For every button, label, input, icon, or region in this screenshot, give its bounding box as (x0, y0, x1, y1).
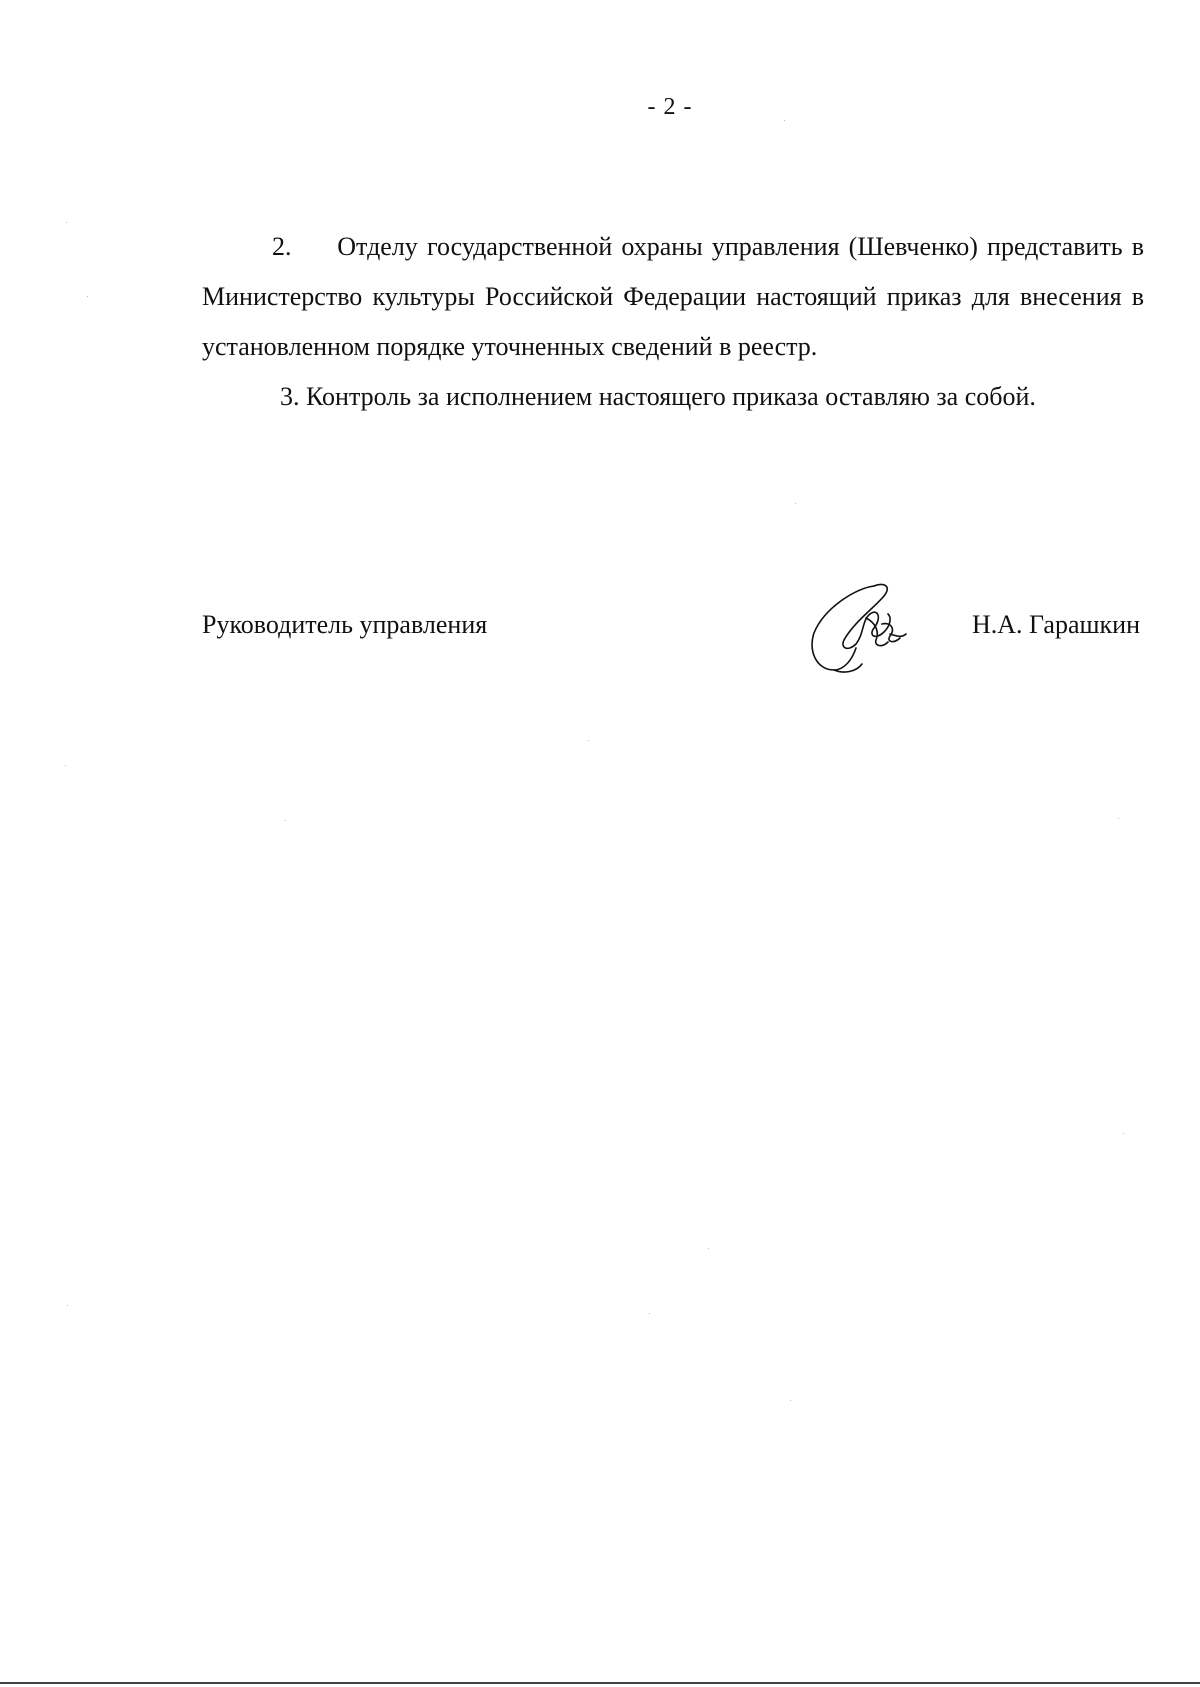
signature-block (202, 598, 1140, 678)
document-body (202, 222, 1144, 422)
signatory-name: Н.А. Гарашкин (972, 610, 1140, 639)
handwritten-signature (804, 578, 914, 683)
page-number: - 2 - (647, 94, 693, 120)
paragraph-3: 3. Контроль за исполнением настоящего приказа оставляю за собой. (280, 382, 1036, 411)
signatory-position: Руководитель управления (202, 610, 488, 639)
paragraph-2: 2. Отделу государственной охраны управления (Шевченко) представить в Министерство культуры Российской Федерации настоящий приказ для внесения в установленном порядке уточненных сведений в реестр. (202, 232, 1144, 361)
scan-bottom-edge (0, 1682, 1200, 1684)
